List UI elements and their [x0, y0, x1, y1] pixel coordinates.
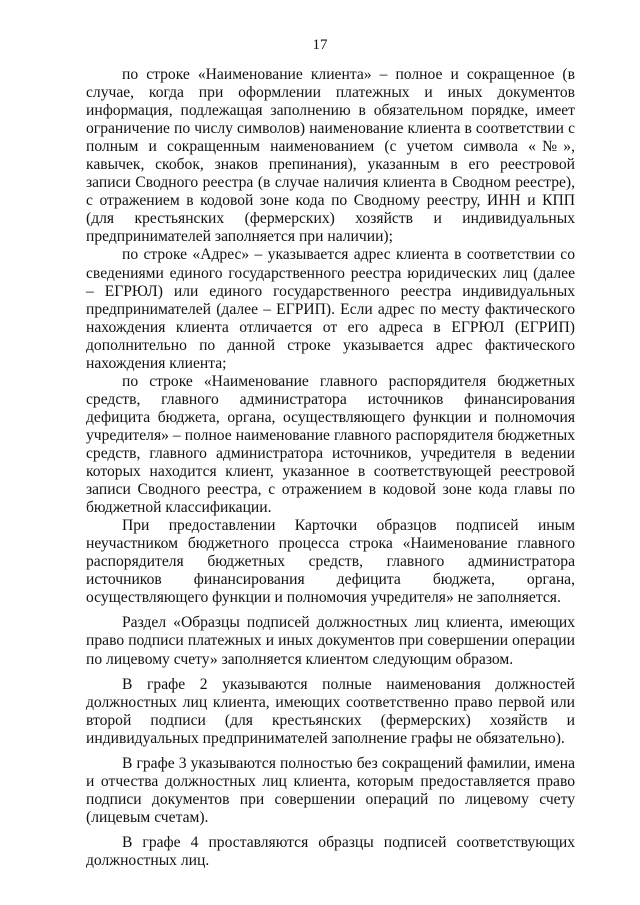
paragraph-column-3: В графе 3 указываются полностью без сокращений фамилии, имена и отчества должностных лиц клиента, которым предоставляется право подписи документов при совершении операций по лицевому счету (лицевым счетам).	[86, 754, 575, 826]
paragraph-client-name: по строке «Наименование клиента» – полное и сокращенное (в случае, когда при оформлении платежных и иных документов информация, подлежащая заполнению в обязательном порядке, имеет ограничение по числу символов) наименование клиента в соответствии с полным и сокращенным наименованием (с учетом символа «№», кавычек, скобок, знаков препинания), указанным в его реестровой записи Сводного реестра (в случае наличия клиента в Сводном реестре), с отражением в кодовой зоне кода по Сводному реестру, ИНН и КПП (для крестьянских (фермерских) хозяйств и индивидуальных предпринимателей заполняется при наличии);	[86, 66, 575, 246]
paragraph-signature-section: Раздел «Образцы подписей должностных лиц клиента, имеющих право подписи платежных и иных документов при совершении операции по лицевому счету» заполняется клиентом следующим образом.	[86, 614, 575, 668]
paragraph-chief-administrator: по строке «Наименование главного распорядителя бюджетных средств, главного администратора источников финансирования дефицита бюджета, органа, осуществляющего функции и полномочия учредителя» – полное наименование главного распорядителя бюджетных средств, главного администратора источников, учредителя в ведении которых находится клиент, указанное в соответствующей реестровой записи Сводного реестра, с отражением в кодовой зоне кода главы по бюджетной классификации.	[86, 372, 575, 517]
page-number: 17	[312, 37, 328, 53]
paragraph-column-4: В графе 4 проставляются образцы подписей соответствующих должностных лиц.	[86, 833, 575, 869]
paragraph-address: по строке «Адрес» – указывается адрес клиента в соответствии со сведениями единого государственного реестра юридических лиц (далее – ЕГРЮЛ) или единого государственного реестра индивидуальных предпринимателей (далее – ЕГРИП). Если адрес по месту фактического нахождения клиента отличается от его адреса в ЕГРЮЛ (ЕГРИП) дополнительно по данной строке указывается адрес фактического нахождения клиента;	[86, 246, 575, 372]
document-body	[86, 66, 575, 870]
paragraph-non-participant: При предоставлении Карточки образцов подписей иным неучастником бюджетного процесса строка «Наименование главного распорядителя бюджетных средств, главного администратора источников финансирования дефицита бюджета, органа, осуществляющего функции и полномочия учредителя» не заполняется.	[86, 517, 575, 607]
paragraph-column-2: В графе 2 указываются полные наименования должностей должностных лиц клиента, имеющих соответственно право первой или второй подписи (для крестьянских (фермерских) хозяйств и индивидуальных предпринимателей заполнение графы не обязательно).	[86, 675, 575, 747]
